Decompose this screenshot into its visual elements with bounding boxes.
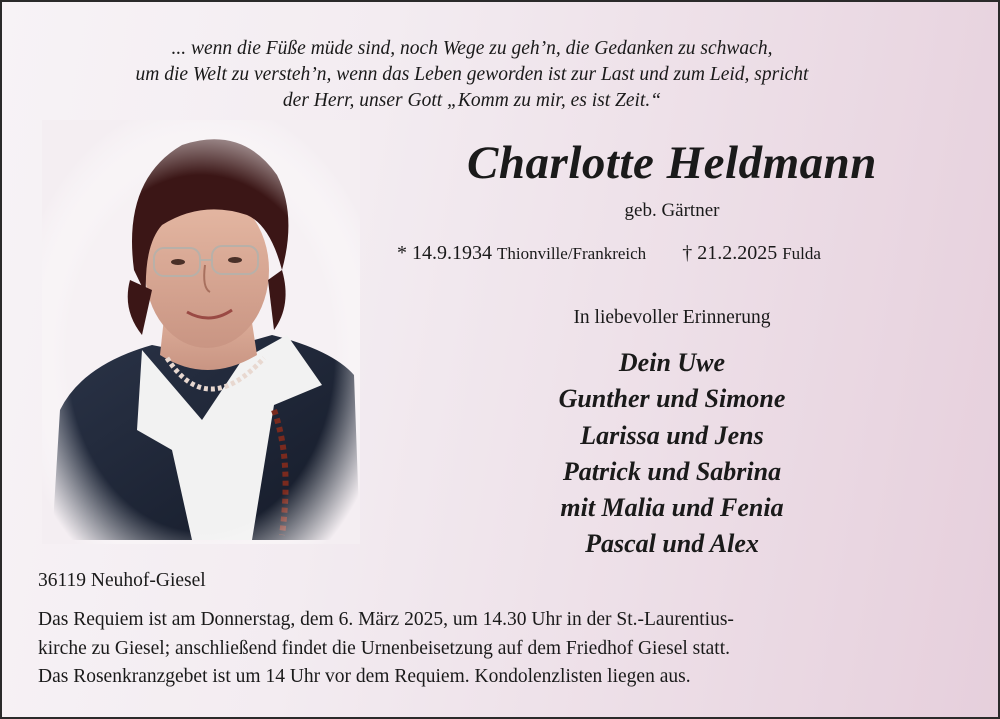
notice-line: Das Rosenkranzgebet ist um 14 Uhr vor dem Requiem. Kondolenzlisten liegen aus. <box>38 666 691 687</box>
notice-line: Das Requiem ist am Donnerstag, dem 6. März 2025, um 14.30 Uhr in der St.-Laurentius- <box>38 609 734 630</box>
portrait-photo <box>42 120 360 544</box>
opening-quote <box>62 36 882 114</box>
family-member: Gunther und Simone <box>558 384 786 414</box>
family-member: Larissa und Jens <box>580 420 764 450</box>
family-member: Dein Uwe <box>618 348 726 377</box>
city-line: 36119 Neuhof-Giesel <box>38 570 206 591</box>
birth-place: Thionville/Frankreich <box>497 244 647 263</box>
death-symbol: † <box>682 242 693 264</box>
family-member: mit Malia und Fenia <box>560 493 784 523</box>
quote-line: der Herr, unser Gott „Komm zu mir, es ist Zeit.“ <box>282 90 662 111</box>
memory-heading: In liebevoller Erinnerung <box>573 307 771 328</box>
birth-symbol: * <box>397 242 407 264</box>
notice-line: kirche zu Giesel; anschließend findet die Urnenbeisetzung auf dem Friedhof Giesel statt. <box>38 637 731 659</box>
maiden-name: geb. Gärtner <box>624 200 720 221</box>
life-dates <box>397 242 957 265</box>
service-notice <box>38 606 968 692</box>
death-place: Fulda <box>782 244 821 263</box>
family-member: Pascal und Alex <box>585 529 759 559</box>
birth-date: 14.9.1934 <box>412 242 492 264</box>
family-member: Patrick und Sabrina <box>562 456 782 486</box>
death-date: 21.2.2025 <box>697 242 778 264</box>
deceased-name: Charlotte Heldmann <box>467 137 877 189</box>
quote-line: um die Welt zu versteh’n, wenn das Leben geworden ist zur Last und zum Leid, spricht <box>135 64 809 85</box>
family-list <box>402 345 942 563</box>
quote-line: ... wenn die Füße müde sind, noch Wege zu geh’n, die Gedanken zu schwach, <box>171 38 773 59</box>
